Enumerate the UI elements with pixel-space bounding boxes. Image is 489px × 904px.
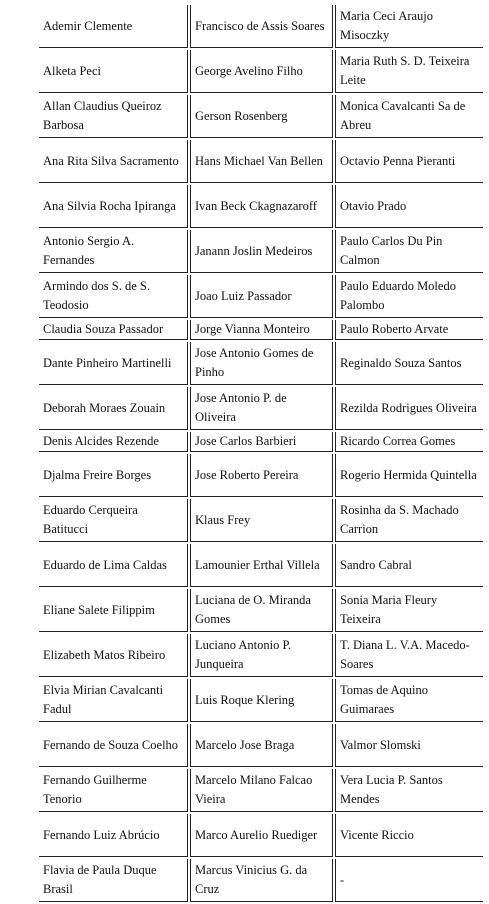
name-cell: Jose Antonio P. de Oliveira	[190, 387, 333, 430]
name-cell: Luciana de O. Miranda Gomes	[190, 589, 333, 632]
name-cell: Sonia Maria Fleury Teixeira	[335, 589, 483, 632]
table-row	[39, 544, 483, 587]
name-cell: Valmor Slomski	[335, 724, 483, 767]
name-cell: Denis Alcides Rezende	[39, 432, 188, 452]
name-cell: Maria Ruth S. D. Teixeira Leite	[335, 50, 483, 93]
name-cell: Claudia Souza Passador	[39, 320, 188, 340]
name-cell: Rosinha da S. Machado Carrion	[335, 499, 483, 542]
name-cell: Fernando de Souza Coelho	[39, 724, 188, 767]
name-cell: George Avelino Filho	[190, 50, 333, 93]
name-cell: Hans Michael Van Bellen	[190, 140, 333, 183]
table-row	[39, 679, 483, 722]
name-cell: Rezilda Rodrigues Oliveira	[335, 387, 483, 430]
name-cell: Vicente Riccio	[335, 814, 483, 857]
table-row	[39, 140, 483, 183]
name-cell: Paulo Eduardo Moledo Palombo	[335, 275, 483, 318]
name-cell: Jose Carlos Barbieri	[190, 432, 333, 452]
name-cell: Klaus Frey	[190, 499, 333, 542]
name-cell: Ana Rita Silva Sacramento	[39, 140, 188, 183]
name-cell: Flavia de Paula Duque Brasil	[39, 859, 188, 902]
name-cell: Reginaldo Souza Santos	[335, 342, 483, 385]
name-cell: Djalma Freire Borges	[39, 454, 188, 497]
name-cell: Marcelo Milano Falcao Vieira	[190, 769, 333, 812]
table-row	[39, 634, 483, 677]
name-cell: Lamounier Erthal Villela	[190, 544, 333, 587]
name-cell: Rogerio Hermida Quintella	[335, 454, 483, 497]
table-row	[39, 185, 483, 228]
table-row	[39, 5, 483, 48]
name-cell: Fernando Luiz Abrúcio	[39, 814, 188, 857]
name-cell: Marcus Vinicius G. da Cruz	[190, 859, 333, 902]
name-cell: Maria Ceci Araujo Misoczky	[335, 5, 483, 48]
name-cell: Ivan Beck Ckagnazaroff	[190, 185, 333, 228]
name-cell: Ricardo Correa Gomes	[335, 432, 483, 452]
table-row	[39, 230, 483, 273]
name-cell: Paulo Roberto Arvate	[335, 320, 483, 340]
name-cell: Otavio Prado	[335, 185, 483, 228]
name-cell: Octavio Penna Pieranti	[335, 140, 483, 183]
table-row	[39, 589, 483, 632]
name-cell: Deborah Moraes Zouain	[39, 387, 188, 430]
name-cell: Eduardo Cerqueira Batitucci	[39, 499, 188, 542]
name-cell: Eliane Salete Filippim	[39, 589, 188, 632]
name-cell: Janann Joslin Medeiros	[190, 230, 333, 273]
name-cell: Dante Pinheiro Martinelli	[39, 342, 188, 385]
table-row	[39, 342, 483, 385]
table-row	[39, 769, 483, 812]
name-cell: Paulo Carlos Du Pin Calmon	[335, 230, 483, 273]
name-cell: Jorge Vianna Monteiro	[190, 320, 333, 340]
table-row	[39, 859, 483, 902]
name-cell: Antonio Sergio A. Fernandes	[39, 230, 188, 273]
name-cell: Sandro Cabral	[335, 544, 483, 587]
name-cell: Eduardo de Lima Caldas	[39, 544, 188, 587]
name-cell: Francisco de Assis Soares	[190, 5, 333, 48]
table-row	[39, 499, 483, 542]
name-cell: Jose Roberto Pereira	[190, 454, 333, 497]
name-cell: Armindo dos S. de S. Teodosio	[39, 275, 188, 318]
name-cell: Elizabeth Matos Ribeiro	[39, 634, 188, 677]
table-row	[39, 814, 483, 857]
table-row	[39, 432, 483, 452]
name-cell: Fernando Guilherme Tenorio	[39, 769, 188, 812]
name-cell: Vera Lucia P. Santos Mendes	[335, 769, 483, 812]
name-cell: Ana Silvia Rocha Ipiranga	[39, 185, 188, 228]
name-cell: Marcelo Jose Braga	[190, 724, 333, 767]
table-row	[39, 454, 483, 497]
name-cell: Alketa Peci	[39, 50, 188, 93]
table-row	[39, 50, 483, 93]
name-cell: -	[335, 859, 483, 902]
name-cell: Joao Luiz Passador	[190, 275, 333, 318]
name-cell: Marco Aurelio Ruediger	[190, 814, 333, 857]
table-row	[39, 387, 483, 430]
name-cell: Luis Roque Klering	[190, 679, 333, 722]
name-cell: Ademir Clemente	[39, 5, 188, 48]
name-cell: Luciano Antonio P. Junqueira	[190, 634, 333, 677]
table-row	[39, 724, 483, 767]
name-cell: Jose Antonio Gomes de Pinho	[190, 342, 333, 385]
names-table-body	[39, 5, 483, 902]
name-cell: Gerson Rosenberg	[190, 95, 333, 138]
name-cell: Allan Claudius Queiroz Barbosa	[39, 95, 188, 138]
table-row	[39, 275, 483, 318]
table-row	[39, 95, 483, 138]
name-cell: T. Diana L. V.A. Macedo-Soares	[335, 634, 483, 677]
name-cell: Tomas de Aquino Guimaraes	[335, 679, 483, 722]
name-cell: Monica Cavalcanti Sa de Abreu	[335, 95, 483, 138]
table-row	[39, 320, 483, 340]
names-table	[37, 3, 485, 904]
name-cell: Elvia Mirian Cavalcanti Fadul	[39, 679, 188, 722]
